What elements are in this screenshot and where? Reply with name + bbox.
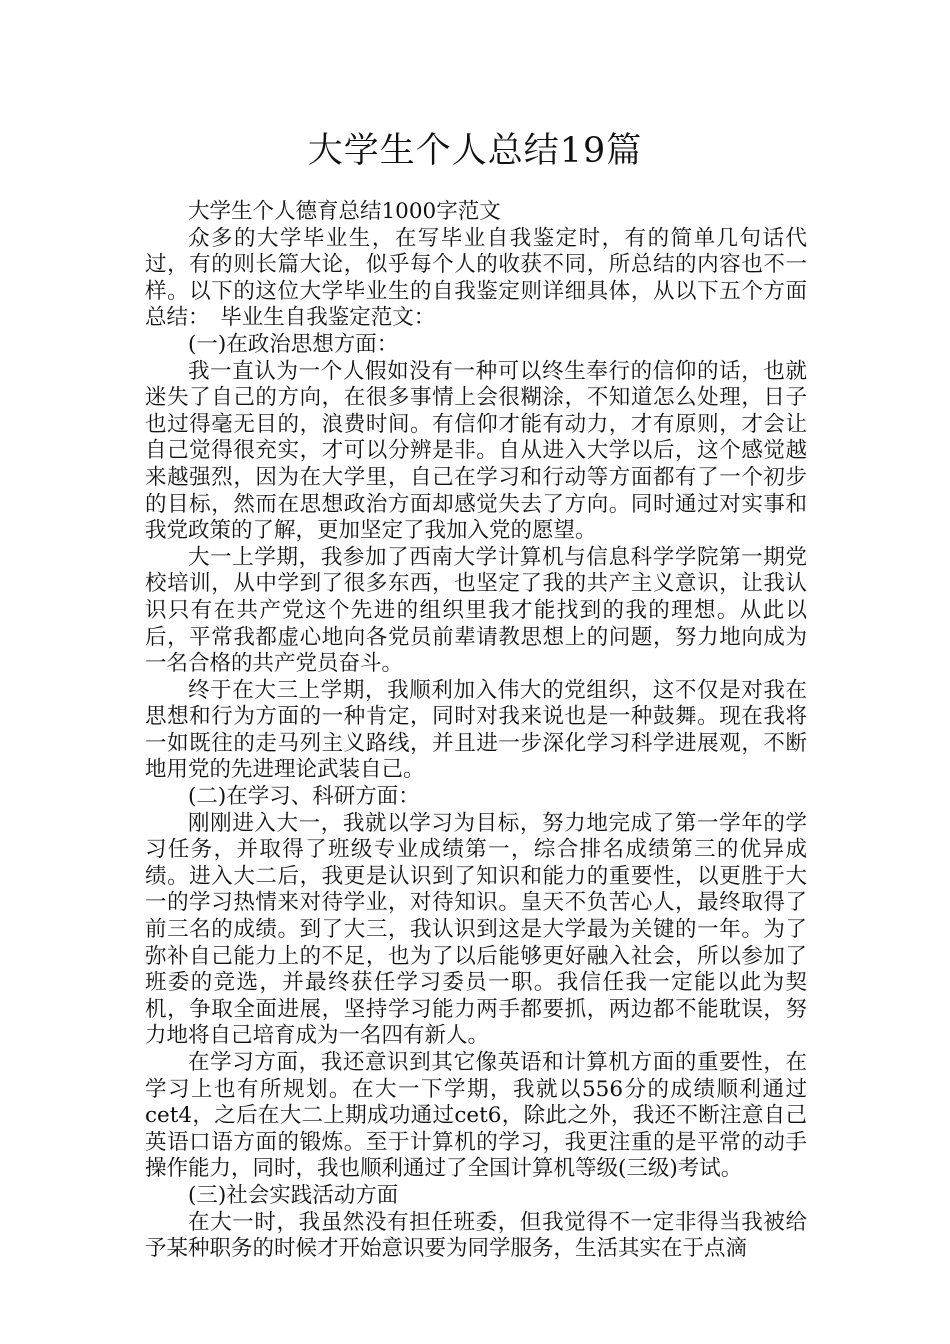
body-paragraph: 大一上学期，我参加了西南大学计算机与信息科学学院第一期党校培训，从中学到了很多东西，也坚定了我的共产主义意识，让我认识只有在共产党这个先进的组织里我才能找到的我的理想。从此以后，平常我都虚心地向各党员前辈请教思想上的问题，努力地向成为一名合格的共产党员奋斗。 [145, 544, 807, 677]
section-heading-study: (二)在学习、科研方面： [188, 784, 420, 810]
intro-paragraph: 众多的大学毕业生，在写毕业自我鉴定时，有的简单几句话代过，有的则长篇大论，似乎每个人的收获不同，所总结的内容也不一样。以下的这位大学毕业生的自我鉴定则详细具体，从以下五个方面总结： 毕业生自我鉴定范文： [145, 225, 807, 331]
document-body [145, 199, 807, 1263]
body-paragraph: 在学习方面，我还意识到其它像英语和计算机方面的重要性，在学习上也有所规划。在大一下学期，我就以556分的成绩顺利通过cet4，之后在大二上期成功通过cet6，除此之外，我还不断注意自己英语口语方面的锻炼。至于计算机的学习，我更注重的是平常的动手操作能力，同时，我也顺利通过了全国计算机等级(三级)考试。 [145, 1050, 807, 1182]
body-paragraph: 刚刚进入大一，我就以学习为目标，努力地完成了第一学年的学习任务，并取得了班级专业成绩第一，综合排名成绩第三的优异成绩。进入大二后，我更是认识到了知识和能力的重要性，以更胜于大一的学习热情来对待学业，对待知识。皇天不负苦心人，最终取得了前三名的成绩。到了大三，我认识到这是大学最为关键的一年。为了弥补自己能力上的不足，也为了以后能够更好融入社会，所以参加了班委的竞选，并最终获任学习委员一职。我信任我一定能以此为契机，争取全面进展，坚持学习能力两手都要抓，两边都不能耽误，努力地将自己培育成为一名四有新人。 [145, 810, 807, 1049]
body-paragraph: 在大一时，我虽然没有担任班委，但我觉得不一定非得当我被给予某种职务的时候才开始意识要为同学服务，生活其实在于点滴 [145, 1209, 807, 1262]
subtitle-paragraph: 大学生个人德育总结1000字范文 [188, 199, 501, 224]
document-title: 大学生个人总结19篇 [307, 131, 643, 171]
body-paragraph: 我一直认为一个人假如没有一种可以终生奉行的信仰的话，也就迷失了自己的方向，在很多事情上会很糊涂，不知道怎么处理，日子也过得毫无目的，浪费时间。有信仰才能有动力，才有原则，才会让自己觉得很充实，才可以分辨是非。自从进入大学以后，这个感觉越来越强烈，因为在大学里，自己在学习和行动等方面都有了一个初步的目标，然而在思想政治方面却感觉失去了方向。同时通过对实事和我党政策的了解，更加坚定了我加入党的愿望。 [145, 358, 807, 544]
body-paragraph: 终于在大三上学期，我顺利加入伟大的党组织，这不仅是对我在思想和行为方面的一种肯定，同时对我来说也是一种鼓舞。现在我将一如既往的走马列主义路线，并且进一步深化学习科学进展观，不断地用党的先进理论武装自己。 [145, 677, 807, 783]
section-heading-politics: (一)在政治思想方面： [188, 331, 399, 357]
section-heading-practice: (三)社会实践活动方面 [188, 1182, 399, 1208]
